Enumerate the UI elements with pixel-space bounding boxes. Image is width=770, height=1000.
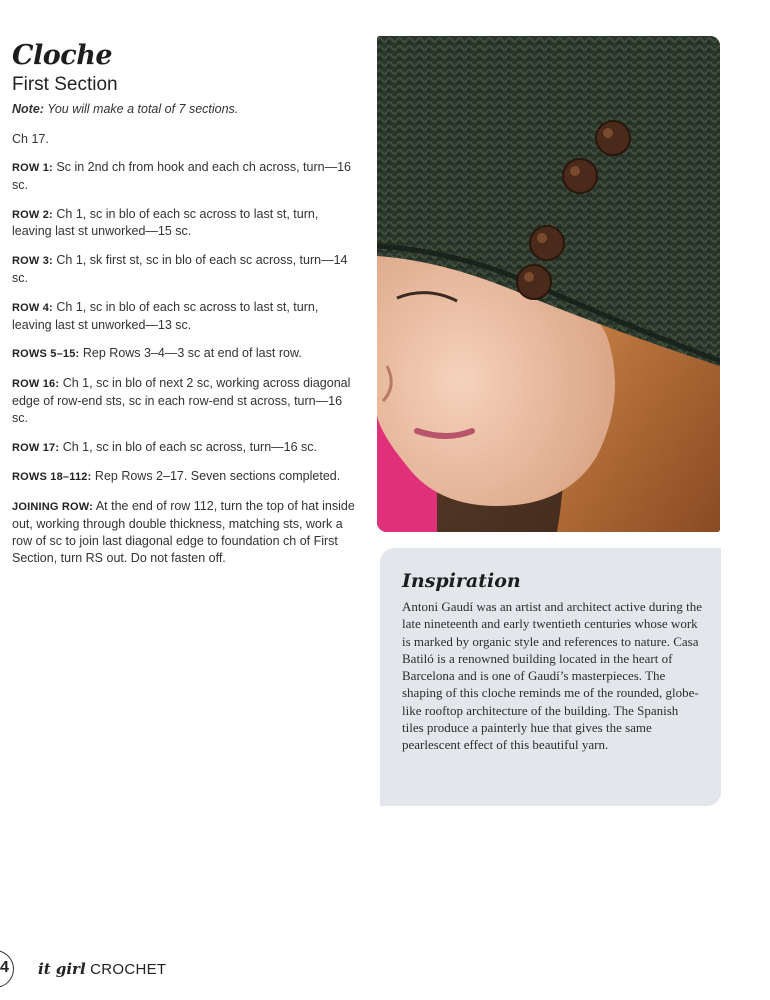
row-instruction — [12, 375, 357, 426]
row-text: At the end of row 112, turn the top of hat inside out, working through double thickness, matching sts, work a row of sc to join last diagonal edge to foundation ch of First Section, turn RS out. Do not fasten off. — [12, 499, 355, 565]
pattern-column — [12, 40, 357, 566]
chain-instruction: Ch 17. — [12, 132, 49, 146]
row-label: ROW 1: — [12, 162, 53, 174]
row-instruction — [12, 468, 357, 486]
inspiration-title: Inspiration — [402, 570, 521, 592]
row-text: Ch 1, sk first st, sc in blo of each sc across, turn—14 sc. — [12, 253, 348, 285]
row-label: ROWS 18–112: — [12, 471, 92, 484]
row-label: ROWS 5–15: — [12, 348, 80, 361]
page-footer — [0, 950, 300, 990]
note — [12, 101, 357, 117]
model-photo — [377, 36, 720, 532]
row-text: Sc in 2nd ch from hook and each ch across, turn—16 sc. — [12, 160, 351, 192]
row-instruction — [12, 345, 357, 363]
section-title: First Section — [12, 74, 118, 95]
row-instruction — [12, 159, 357, 194]
row-instruction — [12, 439, 357, 457]
joining-row-instruction — [12, 498, 357, 566]
button-highlight — [524, 272, 534, 282]
button-highlight — [603, 128, 613, 138]
inspiration-body: Antoni Gaudí was an artist and architect active during the late nineteenth and early twentieth centuries whose work is marked by organic style and references to nature. Casa Batiló is a renowned building located in the heart of Barcelona and is one of Gaudí’s masterpieces. The shaping of this cloche reminds me of the rounded, globe-like rooftop architecture of the building. The Spanish tiles produce a painterly hue that gives the same pearlescent effect of this beautiful yarn. — [402, 599, 702, 753]
note-text: You will make a total of 7 sections. — [43, 102, 239, 116]
row-label: JOINING ROW: — [12, 501, 94, 514]
row-text: Ch 1, sc in blo of each sc across, turn—16 sc. — [59, 439, 318, 454]
row-text: Ch 1, sc in blo of each sc across to last st, turn, leaving last st unworked—15 sc. — [12, 206, 319, 239]
button-4 — [517, 265, 551, 299]
brand-crochet: CROCHET — [85, 961, 167, 978]
row-instruction — [12, 252, 357, 287]
row-label: ROW 16: — [12, 378, 60, 391]
row-text: Rep Rows 2–17. Seven sections completed. — [91, 469, 341, 484]
button-highlight — [537, 233, 547, 243]
row-text: Rep Rows 3–4—3 sc at end of last row. — [79, 346, 302, 361]
row-label: ROW 4: — [12, 301, 53, 314]
book-title — [38, 960, 166, 978]
inspiration-panel — [380, 548, 721, 806]
pattern-title: Cloche — [12, 40, 113, 71]
row-text: Ch 1, sc in blo of next 2 sc, working across diagonal edge of row-end sts, sc in each row-end st across, turn—16 sc. — [12, 376, 351, 425]
button-highlight — [570, 166, 580, 176]
button-3 — [530, 226, 564, 260]
row-instruction — [12, 299, 357, 334]
page-number: 4 — [0, 959, 9, 976]
row-label: ROW 17: — [12, 441, 60, 454]
note-label: Note: — [12, 102, 44, 116]
button-1 — [596, 121, 630, 155]
button-2 — [563, 159, 597, 193]
row-text: Ch 1, sc in blo of each sc across to last st, turn, leaving last st unworked—13 sc. — [12, 299, 319, 332]
row-instruction — [12, 206, 357, 241]
row-label: ROW 2: — [12, 208, 53, 221]
brand-it-girl: it girl — [38, 960, 86, 978]
row-label: ROW 3: — [12, 255, 53, 268]
cloche-photo-illustration — [377, 36, 720, 532]
